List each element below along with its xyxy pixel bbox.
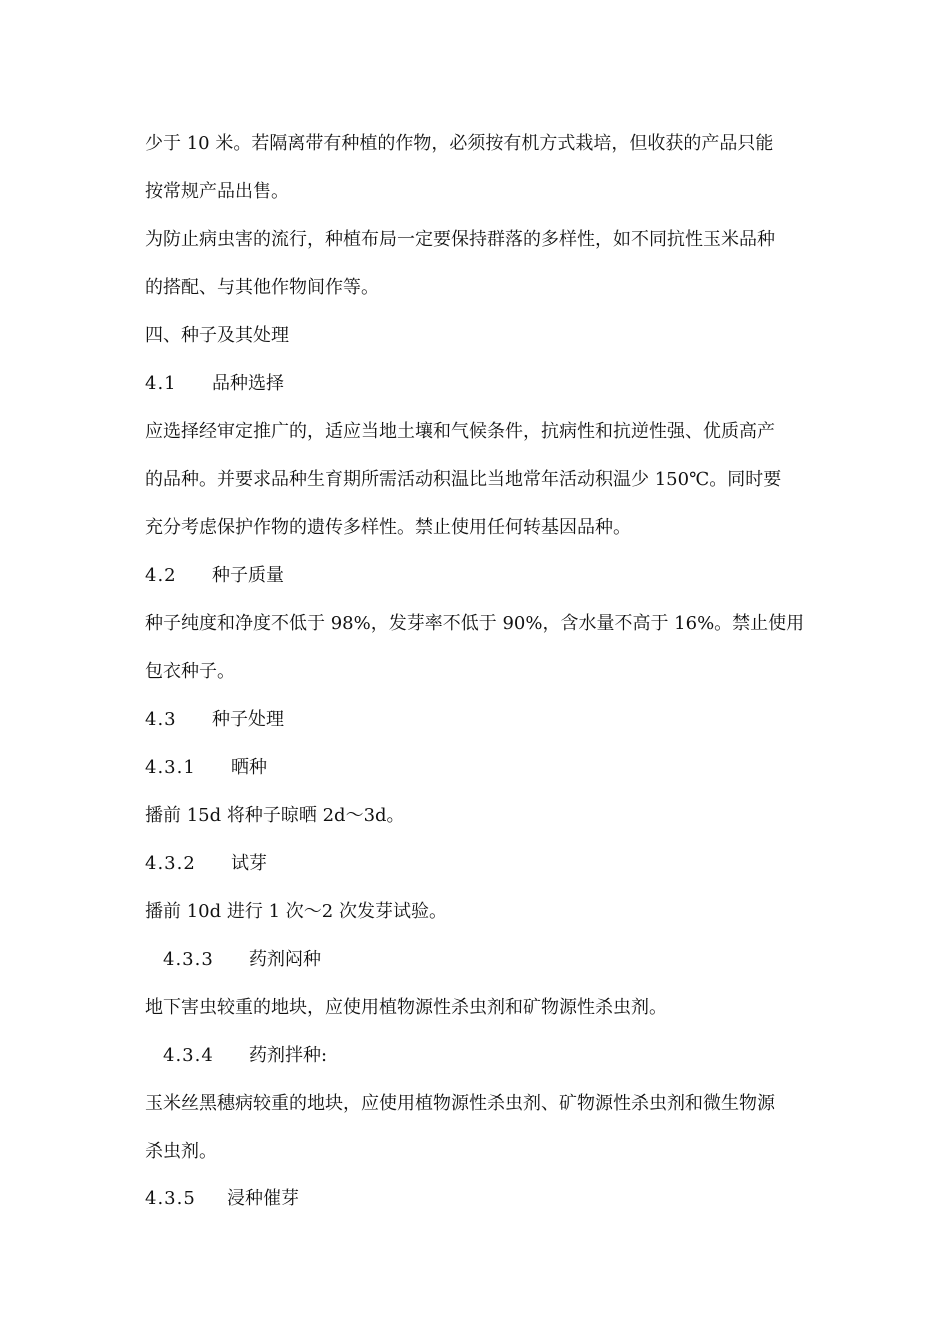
paragraph-line: 的品种。并要求品种生育期所需活动积温比当地常年活动积温少 150℃。同时要: [145, 469, 782, 490]
paragraph-line: 的搭配、与其他作物间作等。: [145, 277, 379, 298]
subsection-heading-4-3-3: [163, 948, 833, 972]
heading-number: 4.3.5: [145, 1188, 196, 1209]
paragraph-line: 按常规产品出售。: [145, 181, 289, 202]
paragraph-line: 包衣种子。: [145, 661, 235, 682]
subsection-heading-4-2: [145, 564, 815, 588]
heading-title: 种子处理: [212, 709, 284, 730]
heading-number: 4.3.2: [145, 853, 196, 874]
paragraph-line: 应选择经审定推广的，适应当地土壤和气候条件，抗病性和抗逆性强、优质高产: [145, 421, 775, 442]
heading-number: 4.3: [145, 709, 177, 730]
heading-title: 晒种: [231, 757, 267, 778]
paragraph-line: 地下害虫较重的地块，应使用植物源性杀虫剂和矿物源性杀虫剂。: [145, 997, 667, 1018]
paragraph-line: 播前 10d 进行 1 次～2 次发芽试验。: [145, 901, 447, 922]
subsection-heading-4-3-4: [163, 1044, 833, 1068]
subsection-heading-4-3-1: [145, 756, 815, 780]
subsection-heading-4-3-5: [145, 1187, 815, 1211]
heading-number: 4.2: [145, 565, 177, 586]
heading-number: 4.3.1: [145, 757, 196, 778]
heading-number: 4.1: [145, 373, 177, 394]
subsection-heading-4-1: [145, 372, 815, 396]
section-heading: 四、种子及其处理: [145, 325, 289, 346]
paragraph-line: 为防止病虫害的流行，种植布局一定要保持群落的多样性，如不同抗性玉米品种: [145, 229, 775, 250]
heading-number: 4.3.4: [163, 1045, 214, 1066]
paragraph-line: 种子纯度和净度不低于 98%，发芽率不低于 90%，含水量不高于 16%。禁止使用: [145, 613, 805, 634]
heading-title: 药剂拌种:: [249, 1045, 328, 1066]
subsection-heading-4-3: [145, 708, 815, 732]
heading-title: 浸种催芽: [227, 1188, 299, 1209]
paragraph-line: 杀虫剂。: [145, 1141, 217, 1162]
paragraph-line: 少于 10 米。若隔离带有种植的作物，必须按有机方式栽培，但收获的产品只能: [145, 133, 774, 154]
paragraph-line: 充分考虑保护作物的遗传多样性。禁止使用任何转基因品种。: [145, 517, 631, 538]
heading-title: 试芽: [231, 853, 267, 874]
heading-number: 4.3.3: [163, 949, 214, 970]
heading-title: 种子质量: [212, 565, 284, 586]
heading-title: 品种选择: [212, 373, 284, 394]
heading-title: 药剂闷种: [249, 949, 321, 970]
subsection-heading-4-3-2: [145, 852, 815, 876]
paragraph-line: 玉米丝黑穗病较重的地块，应使用植物源性杀虫剂、矿物源性杀虫剂和微生物源: [145, 1093, 775, 1114]
paragraph-line: 播前 15d 将种子晾晒 2d～3d。: [145, 805, 405, 826]
